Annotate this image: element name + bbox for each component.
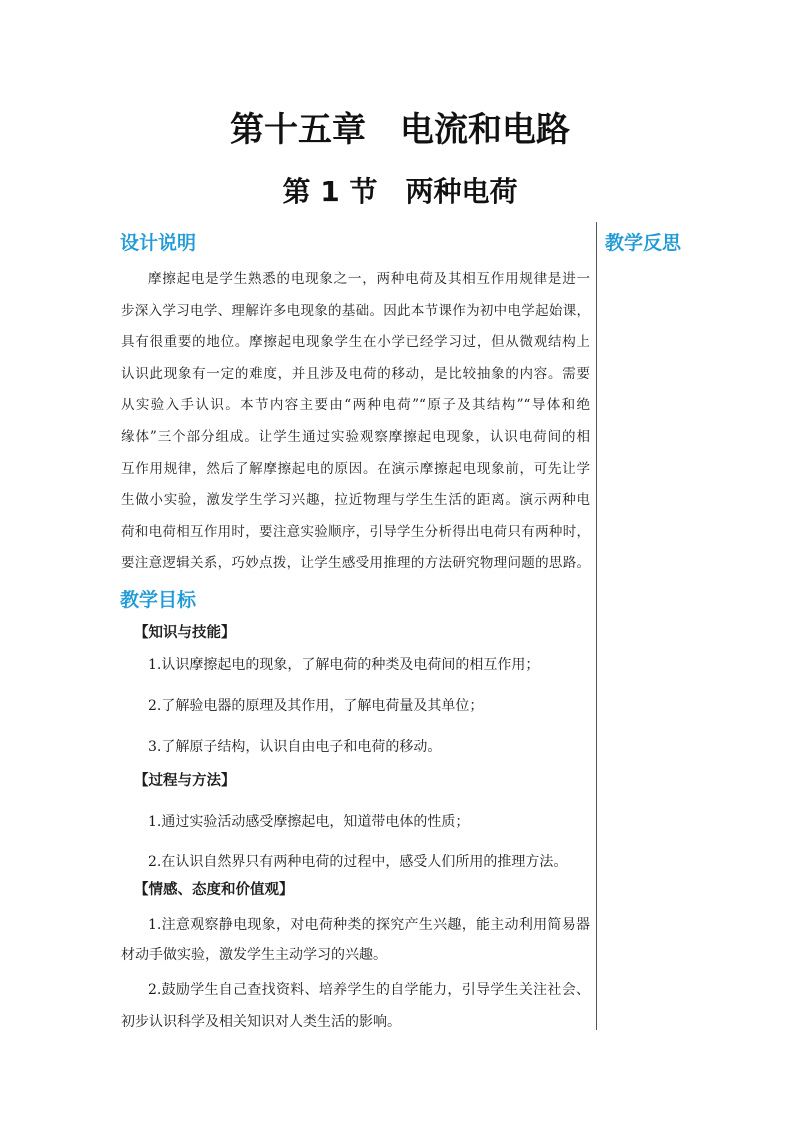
design-line: 认识此现象有一定的难度，并且涉及电荷的移动，是比较抽象的内容。需要 <box>121 365 590 382</box>
objective-item: 2.了解验电器的原理及其作用，了解电荷量及其单位； <box>148 698 484 714</box>
design-heading: 设计说明 <box>120 232 197 254</box>
objective-item: 2.鼓励学生自己查找资料、培养学生的自学能力，引导学生关注社会、 <box>148 982 590 998</box>
objective-item: 1.通过实验活动感受摩擦起电，知道带电体的性质； <box>148 814 470 830</box>
chapter-title: 第十五章 电流和电路 <box>230 110 570 150</box>
objectives-heading: 教学目标 <box>120 589 197 611</box>
column-divider <box>596 222 597 1030</box>
objective-item-continuation: 材动手做实验，激发学生主动学习的兴趣。 <box>121 947 387 963</box>
design-line: 缘体”三个部分组成。让学生通过实验观察摩擦起电现象，认识电荷间的相 <box>121 429 590 445</box>
design-line: 从实验入手认识。本节内容主要由“两种电荷”“原子及其结构”“导体和绝 <box>121 397 590 414</box>
design-line: 生做小实验，激发学生学习兴趣，拉近物理与学生生活的距离。演示两种电 <box>121 492 590 509</box>
reflection-heading: 教学反思 <box>605 232 682 254</box>
design-line: 具有很重要的地位。摩擦起电现象学生在小学已经学习过，但从微观结构上 <box>121 334 590 351</box>
objective-group-title: 【知识与技能】 <box>134 625 236 641</box>
section-title: 第 1 节 两种电荷 <box>282 175 518 208</box>
design-line: 荷和电荷相互作用时，要注意实验顺序，引导学生分析得出电荷只有两种时， <box>121 523 590 540</box>
design-line: 要注意逻辑关系，巧妙点拨，让学生感受用推理的方法研究物理问题的思路。 <box>121 555 590 572</box>
objective-item-continuation: 初步认识科学及相关知识对人类生活的影响。 <box>121 1014 401 1030</box>
objective-item: 3.了解原子结构，认识自由电子和电荷的移动。 <box>148 739 442 755</box>
design-line: 步深入学习电学、理解许多电现象的基础。因此本节课作为初中电学起始课， <box>121 302 590 319</box>
design-line: 摩擦起电是学生熟悉的电现象之一，两种电荷及其相互作用规律是进一 <box>148 271 590 287</box>
objective-group-title: 【情感、态度和价值观】 <box>134 882 294 898</box>
objective-group-title: 【过程与方法】 <box>134 773 236 789</box>
objective-item: 1.注意观察静电现象，对电荷种类的探究产生兴趣，能主动利用简易器 <box>148 917 590 933</box>
design-line: 互作用规律，然后了解摩擦起电的原因。在演示摩擦起电现象前，可先让学 <box>121 460 590 477</box>
objective-item: 2.在认识自然界只有两种电荷的过程中，感受人们所用的推理方法。 <box>148 854 568 870</box>
objective-item: 1.认识摩擦起电的现象，了解电荷的种类及电荷间的相互作用； <box>148 657 540 673</box>
